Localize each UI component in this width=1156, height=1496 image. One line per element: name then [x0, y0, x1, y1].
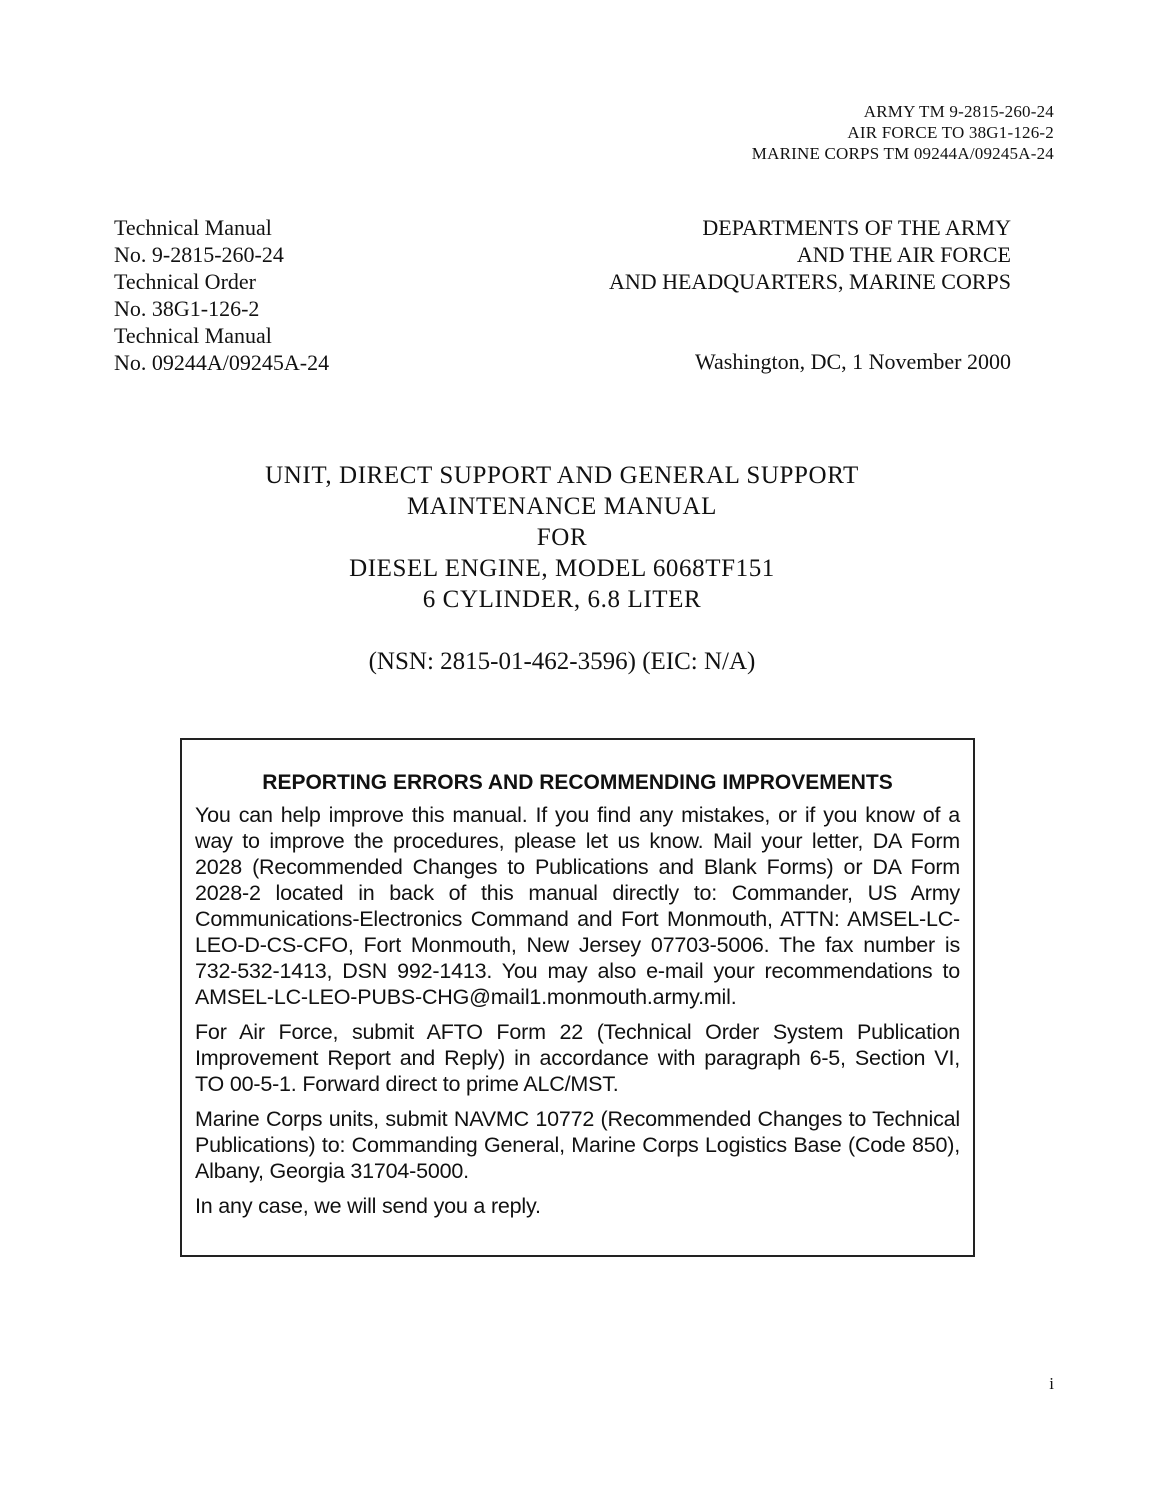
publication-date: Washington, DC, 1 November 2000: [695, 349, 1011, 374]
army-reference: ARMY TM 9-2815-260-24: [863, 102, 1054, 121]
departments-block: [609, 214, 1011, 295]
department-line: AND THE AIR FORCE: [796, 242, 1011, 267]
reporting-errors-box: [180, 738, 975, 1257]
report-paragraph: Marine Corps units, submit NAVMC 10772 (Recommended Changes to Technical Publications) to: Commanding General, Marine Corps Logistics Base (Code 850), Albany, Georgia 31704-5000.: [195, 1107, 960, 1183]
title-line: UNIT, DIRECT SUPPORT AND GENERAL SUPPORT: [265, 462, 859, 489]
publication-references: [752, 101, 1054, 164]
title-line: MAINTENANCE MANUAL: [406, 493, 718, 520]
marine-corps-reference: MARINE CORPS TM 09244A/09245A-24: [751, 144, 1054, 163]
nsn-eic-line: (NSN: 2815-01-462-3596) (EIC: N/A): [368, 648, 756, 675]
identifier-line: Technical Order: [114, 269, 256, 294]
page-number: i: [1049, 1374, 1054, 1393]
report-box-title: REPORTING ERRORS AND RECOMMENDING IMPROVEMENTS: [262, 771, 893, 794]
manual-title: [0, 460, 1124, 615]
department-line: DEPARTMENTS OF THE ARMY: [702, 215, 1011, 240]
air-force-reference: AIR FORCE TO 38G1-126-2: [847, 123, 1054, 142]
report-paragraph: In any case, we will send you a reply.: [195, 1194, 541, 1218]
identifier-line: No. 9-2815-260-24: [114, 242, 284, 267]
report-paragraph: For Air Force, submit AFTO Form 22 (Technical Order System Publication Improvement Report and Reply) in accordance with paragraph 6-5, Section VI, TO 00-5-1. Forward direct to prime ALC/MST.: [195, 1020, 960, 1096]
identifier-line: Technical Manual: [114, 215, 272, 240]
report-paragraph: You can help improve this manual. If you find any mistakes, or if you know of a way to improve the procedures, please let us know. Mail your letter, DA Form 2028 (Recommended Changes to Publications and Blank Forms) or DA Form 2028-2 located in back of this manual directly to: Commander, US Army Communications-Electronics Command and Fort Monmouth, ATTN: AMSEL-LC-LEO-D-CS-CFO, Fort Monmouth, New Jersey 07703-5006. The fax number is 732-532-1413, DSN 992-1413. You may also e-mail your recommendations to AMSEL-LC-LEO-PUBS-CHG@mail1.monmouth.army.mil.: [195, 803, 960, 1009]
title-line: 6 CYLINDER, 6.8 LITER: [422, 586, 702, 613]
identifier-line: No. 38G1-126-2: [114, 296, 260, 321]
identifier-line: Technical Manual: [114, 323, 272, 348]
title-line: FOR: [536, 524, 588, 551]
title-line: DIESEL ENGINE, MODEL 6068TF151: [349, 555, 775, 582]
identifier-line: No. 09244A/09245A-24: [114, 350, 330, 375]
department-line: AND HEADQUARTERS, MARINE CORPS: [608, 269, 1011, 294]
manual-identifiers: [114, 214, 329, 376]
